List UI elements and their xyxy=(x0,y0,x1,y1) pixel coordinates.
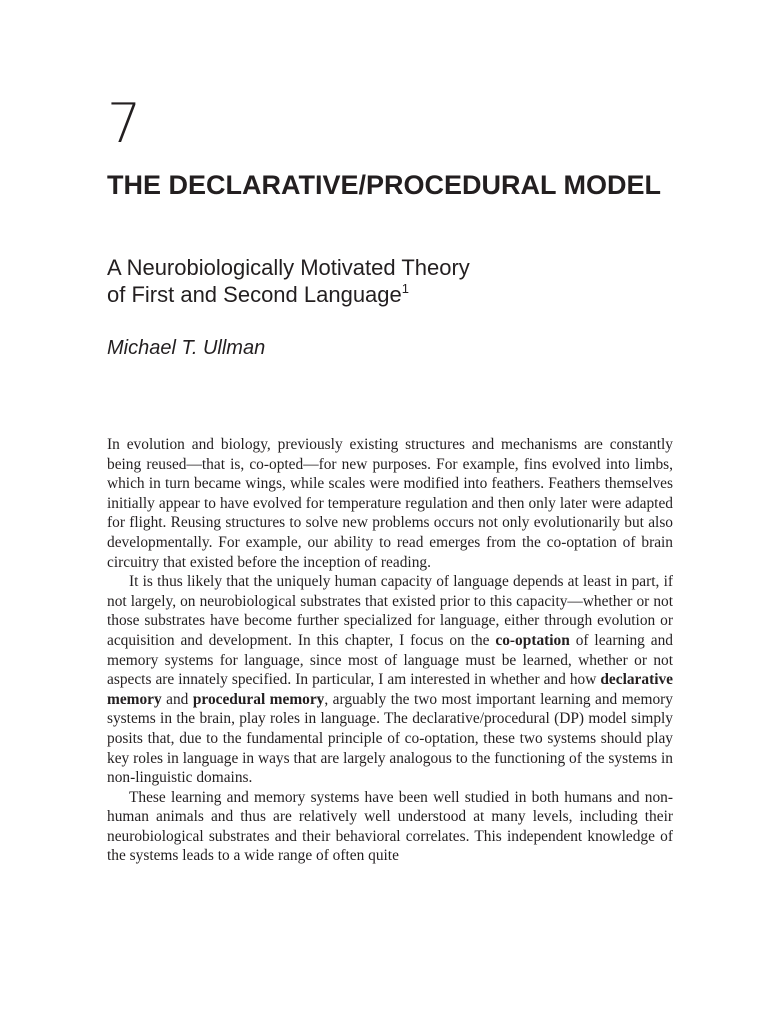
body-text xyxy=(107,435,673,866)
paragraph-2-part-c: and xyxy=(161,690,193,708)
subtitle-line-2-text: of First and Second Language xyxy=(107,282,402,307)
term-co-optation: co-optation xyxy=(495,631,570,649)
paragraph-2-part-a: It is thus likely that the uniquely human capacity of language depends at least in part, if not largely, on neurobiological substrates that existed prior to this capacity—whether or not those substrates have become further specialized for language, either through evolution or acquisition and development. In this chapter, I focus on the xyxy=(107,573,673,649)
paragraph-2-part-b: of learning and memory systems for language, since most of language must be learned, whether or not aspects are innately specified. In particular, I am interested in whether and how xyxy=(107,631,673,689)
paragraph-1: In evolution and biology, previously existing structures and mechanisms are constantly being reused—that is, co-opted—for new purposes. For example, fins evolved into limbs, which in turn became wings, while scales were modified into feathers. Feathers themselves initially appear to have evolved for temperature regulation and then only later were adapted for flight. Reusing structures to solve new problems occurs not only evolutionarily but also developmentally. For example, our ability to read emerges from the co-optation of brain circuitry that existed before the inception of reading. xyxy=(107,436,673,571)
term-declarative-memory: declarative memory xyxy=(107,671,673,708)
chapter-title: THE DECLARATIVE/PROCEDURAL MODEL xyxy=(107,170,662,200)
term-procedural-memory: procedural memory xyxy=(192,690,325,708)
paragraph-2 xyxy=(107,572,673,788)
paragraph-3: These learning and memory systems have been well studied in both humans and non-human animals and thus are relatively well understood at many levels, including their neurobiological substrates and their behavioral correlates. This independent knowledge of the systems leads to a wide range of often quite xyxy=(107,788,673,865)
subtitle-line-1: A Neurobiologically Motivated Theory xyxy=(107,255,470,280)
chapter-subtitle xyxy=(107,254,627,308)
subtitle-line-2 xyxy=(107,281,627,308)
footnote-mark[interactable]: 1 xyxy=(401,281,409,296)
chapter-number: 7 xyxy=(107,92,141,155)
author-name: Michael T. Ullman xyxy=(107,337,266,359)
paragraph-2-part-d: , arguably the two most important learning and memory systems in the brain, play roles in language. The declarative/procedural (DP) model simply posits that, due to the fundamental principle of co-optation, these two systems should play key roles in language in ways that are largely analogous to the functioning of the systems in non-linguistic domains. xyxy=(107,690,673,787)
